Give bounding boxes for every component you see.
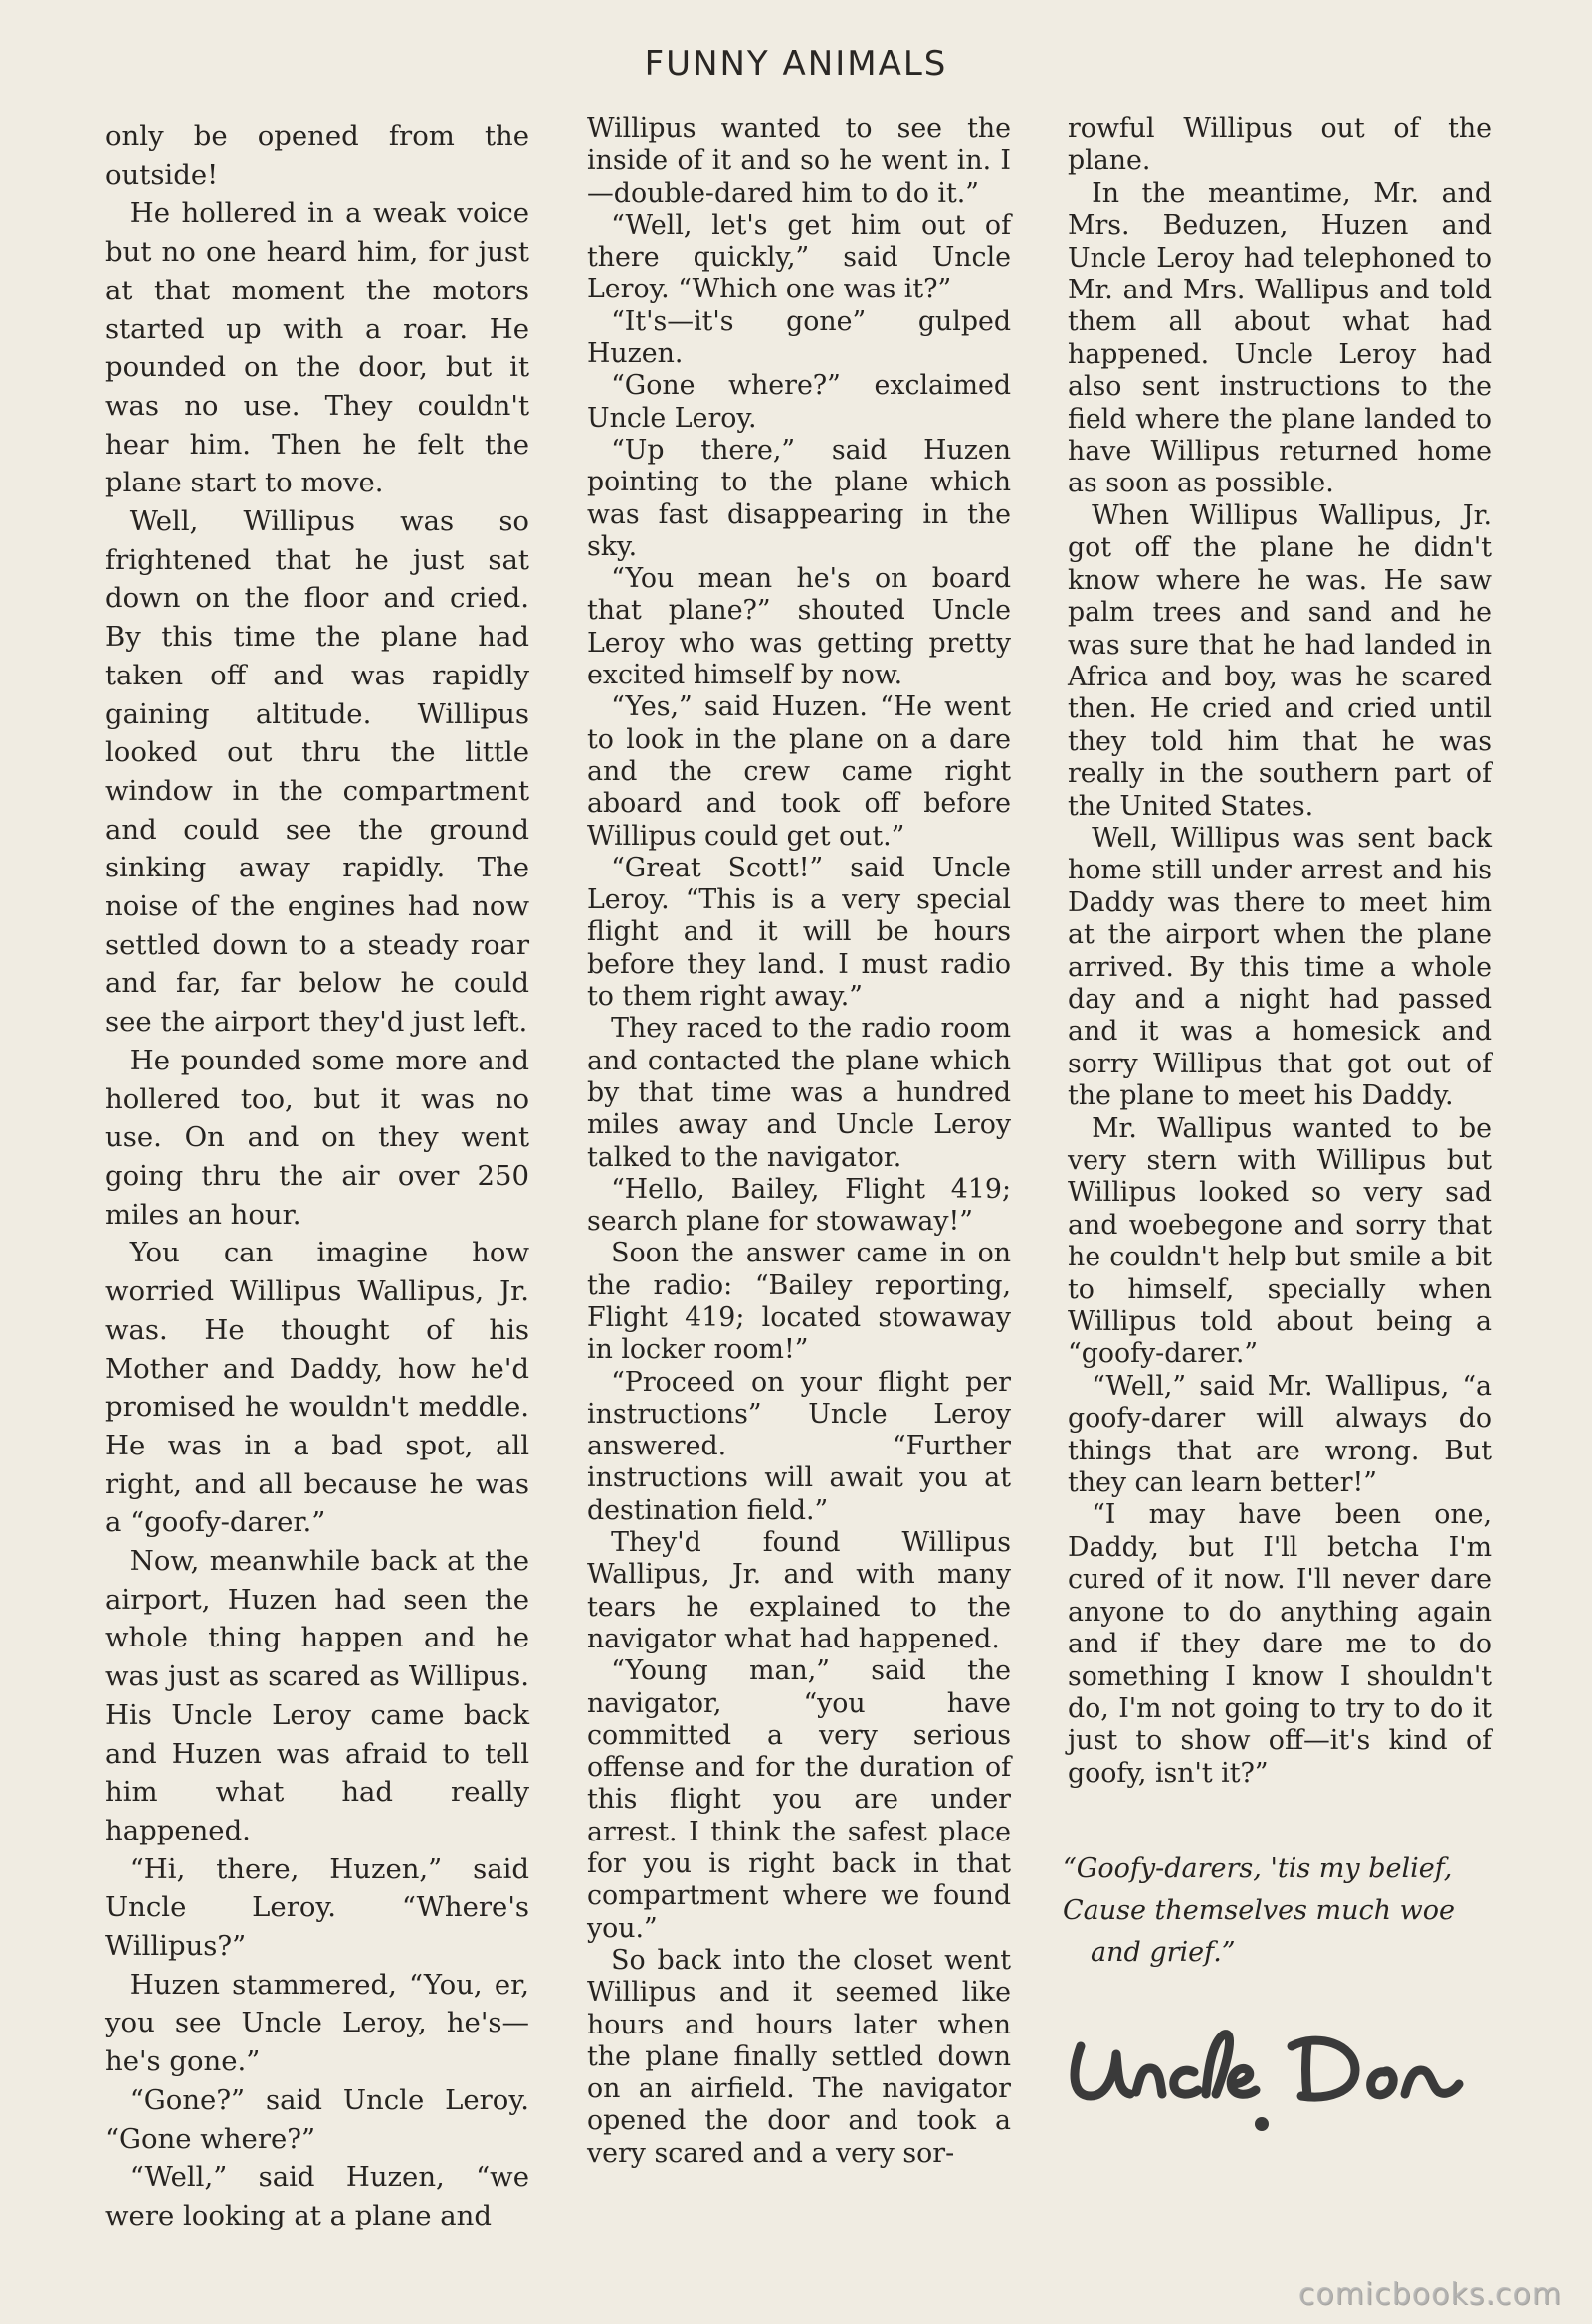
story-paragraph: “Gone?” said Uncle Leroy. “Gone where?” [105,2083,529,2155]
story-paragraph: In the meantime, Mr. and Mrs. Beduzen, Huzen and Uncle Leroy had telephoned to Mr. and Mrs. Wallipus and told them all about what had happened. Uncle Leroy had also sent instructions to the field where the plane landed to have Willipus returned home as soon as possible. [1068,177,1492,499]
story-column-3 [1068,113,1492,1790]
story-paragraph: “Up there,” said Huzen pointing to the plane which was fast disappearing in the sky. [587,434,1011,562]
story-paragraph: “Well,” said Mr. Wallipus, “a goofy-darer will always do things that are wrong. But they can learn better!” [1068,1370,1492,1499]
story-paragraph: only be opened from the outside! [105,120,529,191]
story-column-2 [587,113,1011,2170]
story-paragraph: He hollered in a weak voice but no one heard him, for just at that moment the motors started up with a roar. He pounded on the door, but it was no use. They couldn't hear him. Then he felt the plane start to move. [105,197,529,499]
story-paragraph: You can imagine how worried Willipus Wallipus, Jr. was. He thought of his Mother and Daddy, how he'd promised he wouldn't meddle. He was in a bad spot, all right, and all because he was a “goofy-darer.” [105,1237,529,1539]
story-paragraph: Well, Willipus was so frightened that he just sat down on the floor and cried. By this time the plane had taken off and was rapidly gaining altitude. Willipus looked out thru the little window in the compartment and could see the ground sinking away rapidly. The noise of the engines had now settled down to a steady roar and far, far below he could see the airport they'd just left. [105,505,529,1039]
story-paragraph: They'd found Willipus Wallipus, Jr. and with many tears he explained to the navigator what had happened. [587,1527,1011,1654]
story-paragraph: When Willipus Wallipus, Jr. got off the plane he didn't know where he was. He saw palm trees and sand and he was sure that he had landed in Africa and boy, was he scared then. He cried and cried until they told him that he was really in the southern part of the United States. [1068,499,1492,822]
story-paragraph: They raced to the radio room and contacted the plane which by that time was a hundred miles away and Uncle Leroy talked to the navigator. [587,1013,1011,1173]
story-paragraph: “Hello, Bailey, Flight 419; search plane for stowaway!” [587,1173,1011,1238]
story-paragraph: “Hi, there, Huzen,” said Uncle Leroy. “Where's Willipus?” [105,1852,529,1963]
story-paragraph: “It's—it's gone” gulped Huzen. [587,305,1011,370]
story-paragraph: “Proceed on your flight per instructions” Uncle Leroy answered. “Further instructions will await you at destination field.” [587,1366,1011,1526]
story-column-1 [105,117,529,2235]
uncle-don-signature [1057,1985,1504,2134]
site-watermark: comicbooks.com [1297,2277,1562,2312]
story-paragraph: Willipus wanted to see the inside of it and so he went in. I—double-dared him to do it.” [587,113,1011,209]
story-paragraph: “You mean he's on board that plane?” shouted Uncle Leroy who was getting pretty excited himself by now. [587,563,1011,691]
story-paragraph: “Yes,” said Huzen. “He went to look in the plane on a dare and the crew came right aboard and took off before Willipus could get out.” [587,691,1011,852]
closing-verse [1063,1848,1500,1974]
story-paragraph: “Young man,” said the navigator, “you have committed a very serious offense and for the duration of this flight you are under arrest. I think the safest place for you is right back in that compartment where we found you.” [587,1655,1011,1944]
story-paragraph: “Well,” said Huzen, “we were looking at a plane and [105,2161,529,2231]
story-paragraph: Huzen stammered, “You, er, you see Uncle Leroy, he's—he's gone.” [105,1968,529,2078]
story-paragraph: Soon the answer came in on the radio: “Bailey reporting, Flight 419; located stowaway in locker room!” [587,1238,1011,1366]
verse-line-1: “Goofy-darers, 'tis my belief, [1063,1853,1453,1884]
story-paragraph: Well, Willipus was sent back home still under arrest and his Daddy was there to meet him at the airport when the plane arrived. By this time a whole day and a night had passed and it was a homesick and sorry Willipus that got out of the plane to meet his Daddy. [1068,822,1492,1112]
story-paragraph: “I may have been one, Daddy, but I'll betcha I'm cured of it now. I'll never dare anyone to do anything again and if they dare me to do something I know I shouldn't do, I'm not going to try to do it just to show off—it's kind of goofy, isn't it?” [1068,1499,1492,1789]
story-paragraph: Now, meanwhile back at the airport, Huzen had seen the whole thing happen and he was just as scared as Willipus. His Uncle Leroy came back and Huzen was afraid to tell him what had really happened. [105,1545,529,1846]
story-paragraph: “Well, let's get him out of there quickly,” said Uncle Leroy. “Which one was it?” [587,209,1011,305]
story-paragraph: “Great Scott!” said Uncle Leroy. “This is a very special flight and it will be hours before they land. I must radio to them right away.” [587,852,1011,1013]
story-paragraph: “Gone where?” exclaimed Uncle Leroy. [587,370,1011,434]
verse-line-3: and grief.” [1091,1937,1236,1968]
story-paragraph: He pounded some more and hollered too, but it was no use. On and on they went going thru the air over 250 miles an hour. [105,1044,529,1231]
story-paragraph: So back into the closet went Willipus and it seemed like hours and hours later when the plane finally settled down on an airfield. The navigator opened the door and took a very scared and a very sor- [587,1944,1011,2169]
story-paragraph: rowful Willipus out of the plane. [1068,113,1492,177]
verse-line-2: Cause themselves much woe [1063,1895,1455,1926]
story-paragraph: Mr. Wallipus wanted to be very stern with Willipus but Willipus looked so very sad and woebegone and sorry that he couldn't help but smile a bit to himself, specially when Willipus told about being a “goofy-darer.” [1068,1112,1492,1370]
page-header: FUNNY ANIMALS [644,44,948,84]
